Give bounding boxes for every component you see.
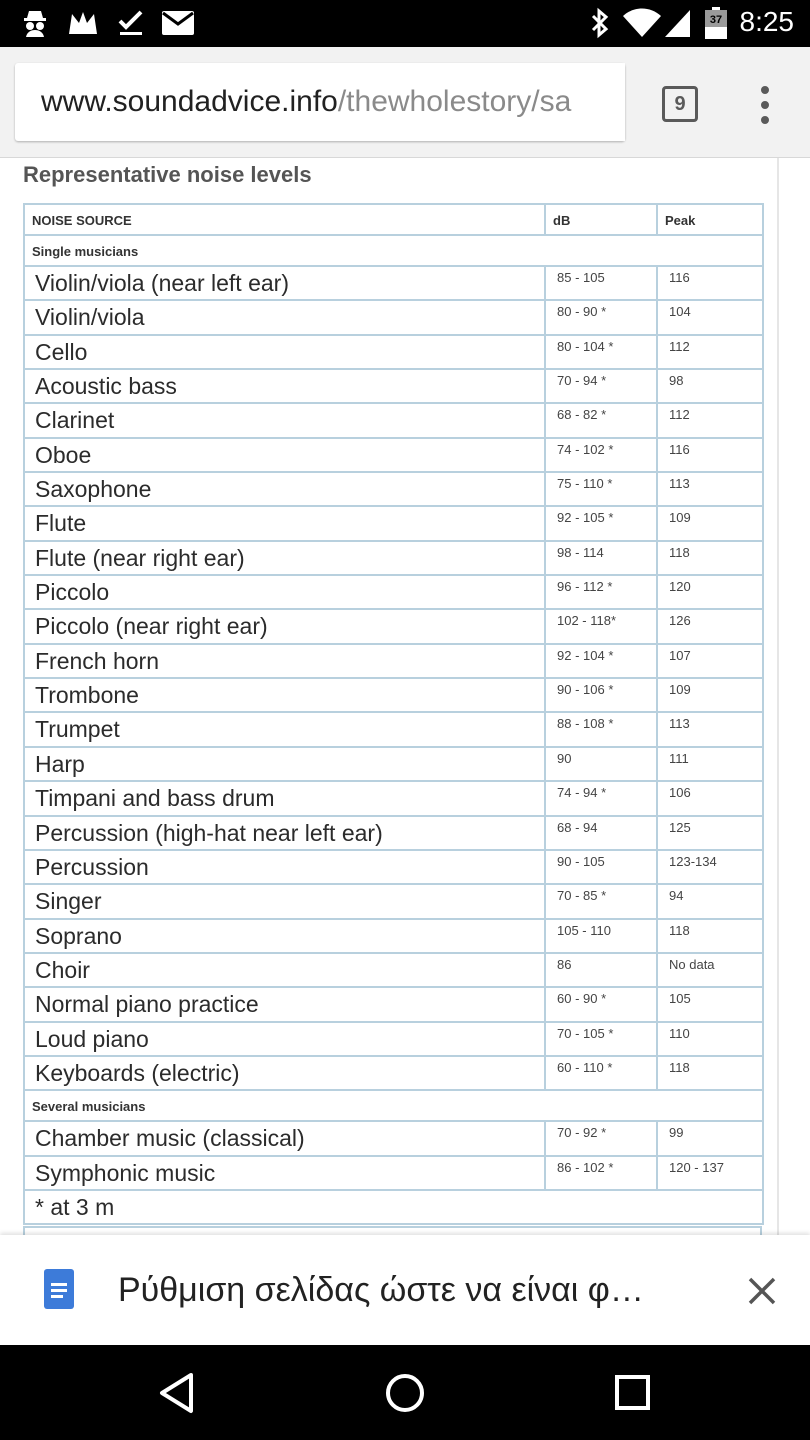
peak-cell: 120 - 137 xyxy=(657,1156,763,1190)
peak-cell: 109 xyxy=(657,678,763,712)
db-cell: 70 - 85 * xyxy=(545,884,657,918)
table-row xyxy=(24,575,763,609)
noise-source-cell: Chamber music (classical) xyxy=(24,1121,545,1155)
battery-icon xyxy=(704,8,728,38)
db-cell: 60 - 110 * xyxy=(545,1056,657,1090)
table-row xyxy=(24,850,763,884)
db-cell: 68 - 94 xyxy=(545,816,657,850)
peak-cell: 112 xyxy=(657,335,763,369)
table-row xyxy=(24,747,763,781)
db-cell: 98 - 114 xyxy=(545,541,657,575)
noise-source-cell: Percussion xyxy=(24,850,545,884)
noise-source-cell: Saxophone xyxy=(24,472,545,506)
noise-source-cell: Piccolo xyxy=(24,575,545,609)
db-cell: 105 - 110 xyxy=(545,919,657,953)
table-row xyxy=(24,644,763,678)
peak-cell: 118 xyxy=(657,1056,763,1090)
db-cell: 70 - 92 * xyxy=(545,1121,657,1155)
table-row xyxy=(24,816,763,850)
table-row xyxy=(24,472,763,506)
header-peak: Peak xyxy=(657,204,763,235)
table-row xyxy=(24,541,763,575)
close-icon[interactable] xyxy=(742,1271,782,1311)
url-host: www.soundadvice.info xyxy=(41,85,338,118)
db-cell: 90 - 105 xyxy=(545,850,657,884)
db-cell: 102 - 118* xyxy=(545,609,657,643)
section-row xyxy=(24,235,763,266)
url-bar[interactable] xyxy=(15,63,625,141)
db-cell: 60 - 90 * xyxy=(545,987,657,1021)
db-cell: 92 - 105 * xyxy=(545,506,657,540)
peak-cell: 99 xyxy=(657,1121,763,1155)
noise-source-cell: Acoustic bass xyxy=(24,369,545,403)
peak-cell: No data xyxy=(657,953,763,987)
noise-source-cell: Loud piano xyxy=(24,1022,545,1056)
peak-cell: 113 xyxy=(657,472,763,506)
db-cell: 75 - 110 * xyxy=(545,472,657,506)
noise-source-cell: Flute (near right ear) xyxy=(24,541,545,575)
noise-source-cell: Piccolo (near right ear) xyxy=(24,609,545,643)
prompt-text[interactable]: Ρύθμιση σελίδας ώστε να είναι φ… xyxy=(118,1271,644,1309)
peak-cell: 116 xyxy=(657,438,763,472)
browser-toolbar xyxy=(0,47,810,158)
db-cell: 68 - 82 * xyxy=(545,403,657,437)
db-cell: 96 - 112 * xyxy=(545,575,657,609)
mobile-friendly-prompt[interactable] xyxy=(0,1235,810,1345)
noise-source-cell: Oboe xyxy=(24,438,545,472)
noise-source-cell: Harp xyxy=(24,747,545,781)
db-cell: 86 - 102 * xyxy=(545,1156,657,1190)
table-row xyxy=(24,1121,763,1155)
peak-cell: 112 xyxy=(657,403,763,437)
db-cell: 85 - 105 xyxy=(545,266,657,300)
page-heading: Representative noise levels xyxy=(23,162,312,187)
footnote: * at 3 m xyxy=(24,1190,763,1224)
peak-cell: 126 xyxy=(657,609,763,643)
noise-source-cell: Trumpet xyxy=(24,712,545,746)
table-row xyxy=(24,919,763,953)
peak-cell: 105 xyxy=(657,987,763,1021)
peak-cell: 104 xyxy=(657,300,763,334)
table-row xyxy=(24,369,763,403)
noise-source-cell: Violin/viola (near left ear) xyxy=(24,266,545,300)
table-row xyxy=(24,1056,763,1090)
battery-level: 37 xyxy=(709,14,723,26)
document-icon xyxy=(44,1269,74,1309)
peak-cell: 125 xyxy=(657,816,763,850)
peak-cell: 113 xyxy=(657,712,763,746)
table-row xyxy=(24,266,763,300)
table-row xyxy=(24,403,763,437)
peak-cell: 110 xyxy=(657,1022,763,1056)
table-row xyxy=(24,300,763,334)
noise-source-cell: Choir xyxy=(24,953,545,987)
db-cell: 90 - 106 * xyxy=(545,678,657,712)
noise-table xyxy=(23,203,764,1225)
web-content[interactable] xyxy=(0,158,810,1235)
peak-cell: 98 xyxy=(657,369,763,403)
noise-source-cell: Soprano xyxy=(24,919,545,953)
db-cell: 92 - 104 * xyxy=(545,644,657,678)
peak-cell: 106 xyxy=(657,781,763,815)
wifi-icon xyxy=(622,8,662,38)
noise-source-cell: Flute xyxy=(24,506,545,540)
bluetooth-icon xyxy=(588,8,612,38)
noise-source-cell: Trombone xyxy=(24,678,545,712)
peak-cell: 94 xyxy=(657,884,763,918)
clock: 8:25 xyxy=(739,6,794,37)
db-cell: 70 - 105 * xyxy=(545,1022,657,1056)
noise-source-cell: Symphonic music xyxy=(24,1156,545,1190)
footnote-row xyxy=(24,1190,763,1224)
table-row xyxy=(24,953,763,987)
table-row xyxy=(24,335,763,369)
recents-square-icon[interactable] xyxy=(610,1370,656,1416)
home-circle-icon[interactable] xyxy=(382,1370,428,1416)
section-row xyxy=(24,1090,763,1121)
table-row xyxy=(24,781,763,815)
table-row xyxy=(24,1022,763,1056)
db-cell: 90 xyxy=(545,747,657,781)
overflow-menu-icon[interactable] xyxy=(750,83,780,127)
db-cell: 80 - 90 * xyxy=(545,300,657,334)
table-row xyxy=(24,884,763,918)
noise-source-cell: Cello xyxy=(24,335,545,369)
status-bar xyxy=(0,0,810,47)
tab-switcher-button[interactable]: 9 xyxy=(662,86,698,122)
noise-source-cell: Keyboards (electric) xyxy=(24,1056,545,1090)
noise-source-cell: Normal piano practice xyxy=(24,987,545,1021)
db-cell: 74 - 102 * xyxy=(545,438,657,472)
db-cell: 74 - 94 * xyxy=(545,781,657,815)
peak-cell: 109 xyxy=(657,506,763,540)
signal-icon xyxy=(662,8,692,38)
table-row xyxy=(24,987,763,1021)
table-row xyxy=(24,609,763,643)
crown-icon xyxy=(66,8,100,38)
peak-cell: 118 xyxy=(657,541,763,575)
peak-cell: 123-134 xyxy=(657,850,763,884)
url-path: /thewholestory/sa xyxy=(337,85,572,118)
header-noise-source: NOISE SOURCE xyxy=(24,204,545,235)
header-db: dB xyxy=(545,204,657,235)
page-edge-rule xyxy=(777,158,779,1235)
noise-source-cell: Violin/viola xyxy=(24,300,545,334)
url-text[interactable] xyxy=(41,85,571,119)
noise-source-cell: French horn xyxy=(24,644,545,678)
peak-cell: 107 xyxy=(657,644,763,678)
db-cell: 80 - 104 * xyxy=(545,335,657,369)
db-cell: 88 - 108 * xyxy=(545,712,657,746)
table-row xyxy=(24,1156,763,1190)
section-label: Several musicians xyxy=(24,1090,763,1121)
mail-icon xyxy=(160,8,196,38)
db-cell: 86 xyxy=(545,953,657,987)
noise-source-cell: Singer xyxy=(24,884,545,918)
incognito-icon xyxy=(20,8,50,38)
table-row xyxy=(24,506,763,540)
table-row xyxy=(24,678,763,712)
noise-source-cell: Clarinet xyxy=(24,403,545,437)
peak-cell: 116 xyxy=(657,266,763,300)
peak-cell: 111 xyxy=(657,747,763,781)
db-cell: 70 - 94 * xyxy=(545,369,657,403)
navigation-bar xyxy=(0,1345,810,1440)
back-triangle-icon[interactable] xyxy=(155,1370,201,1416)
section-label: Single musicians xyxy=(24,235,763,266)
url-fade xyxy=(595,63,625,141)
table-row xyxy=(24,438,763,472)
noise-source-cell: Timpani and bass drum xyxy=(24,781,545,815)
peak-cell: 120 xyxy=(657,575,763,609)
noise-source-cell: Percussion (high-hat near left ear) xyxy=(24,816,545,850)
checkmark-icon xyxy=(116,8,146,38)
peak-cell: 118 xyxy=(657,919,763,953)
table-row xyxy=(24,712,763,746)
table-header-row xyxy=(24,204,763,235)
